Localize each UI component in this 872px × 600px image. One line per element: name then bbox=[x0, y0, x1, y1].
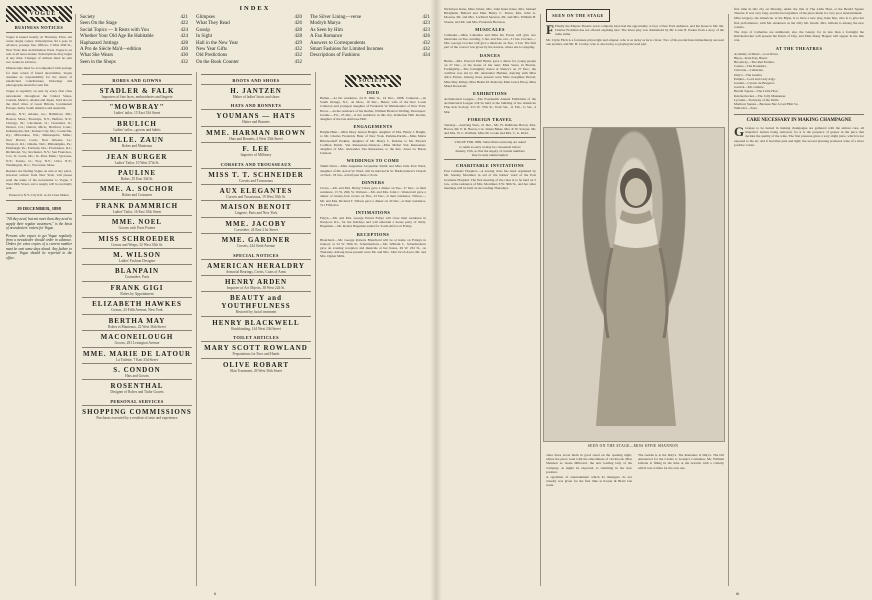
advertisement-subtitle: Importer of Art Objects, 38 West 22d St. bbox=[226, 286, 286, 291]
advertisement-subtitle: Robes by Appointment bbox=[120, 291, 154, 296]
advertisement-subtitle: La Toilette, 7 East 33d Street bbox=[116, 357, 158, 362]
advertisement-subtitle: Ladies' Fashion Designer bbox=[118, 259, 156, 264]
dinners-heading: DINNERS bbox=[361, 180, 385, 186]
advertisement[interactable] bbox=[201, 200, 311, 216]
advertisement-title: HENRY BLACKWELL bbox=[212, 318, 300, 327]
index-entry-page: 421 bbox=[180, 15, 188, 20]
index-entry-label: Seen in the Shops bbox=[80, 59, 116, 65]
theatre-list-item: Madison Square—Because She Loved Him So. bbox=[734, 102, 799, 107]
advertisement-subtitle: Purchases executed by a resident of taste and experience bbox=[96, 415, 178, 420]
index-entry-page: 434 bbox=[422, 53, 430, 59]
theatre-list-item: Garrick—Mr. Gillette. bbox=[734, 85, 765, 90]
weddings-heading: WEDDINGS TO COME bbox=[346, 158, 400, 164]
advertisement-title: MACONEILOUGH bbox=[100, 333, 174, 342]
newsdealer-quote: "All they need, but not more than they need to supply their regular customers," is the basis of newsdealers' orders for Vogue. bbox=[6, 217, 72, 231]
advertisement-subtitle: Corsetière, 24 East 21st Street bbox=[234, 227, 278, 232]
divider bbox=[82, 74, 192, 75]
advertisement-title: HENRY ARDEN bbox=[224, 278, 288, 287]
stage-text: The days of Catherine are numbered, also the Gaiety, for in less than a fortnight the Knickerbocker will present the Dawn of Day, and Miss Daisy Hopper will appear in the title role. bbox=[734, 30, 864, 43]
business-notices-paragraph: Vogue is issued weekly on Thursday. Price, ten cents; single copies. Subscription, $4 a year, in advance, postage free. Offices, 3 West 29th St., New York; Rue de Richelieu, Paris. Vogue is on sale at all news-stands. Subscriptions may begin at any time. Changes of address must be sent two weeks in advance. bbox=[6, 35, 72, 65]
advertisement-column-1 bbox=[82, 72, 192, 592]
index-entry-label: Smart Fashions for Limited Incomes bbox=[310, 47, 384, 53]
index-column-b bbox=[196, 15, 302, 66]
theatre-list-item: Broadway—The Red Feather. bbox=[734, 60, 775, 65]
business-notices-paragraph: Readers not finding Vogue on sale at any place, however remote from New York, will please send the name of the newsdealer to Vogue, 3 West 29th Street, and a supply will be promptly sent. bbox=[6, 169, 72, 190]
advertisement-title: MME. NOEL bbox=[111, 218, 163, 227]
advertisement[interactable] bbox=[82, 199, 192, 215]
advertisement-subtitle: Couturière, Paris bbox=[124, 275, 150, 280]
index-entry-page: 426 bbox=[294, 21, 302, 27]
exhibitions-text: Architectural League.—The Fourteenth Annual Exhibition of the Architectural League will be held at the building of the American Fine Arts Society, 215 W. 57th St., from Sat., 11 Feb., to Sat., 4 Mar. bbox=[444, 97, 536, 114]
drop-cap: G bbox=[734, 124, 745, 140]
advertisement-subtitle: Hatter and Bonnets bbox=[242, 120, 270, 125]
advertisement-title: MLLE. ZAUN bbox=[110, 136, 164, 145]
index-entry-page: 423 bbox=[422, 27, 430, 33]
business-notices-title: BUSINESS NOTICES bbox=[14, 25, 64, 30]
advertisement[interactable] bbox=[82, 182, 192, 198]
divider bbox=[6, 200, 72, 201]
advertisement[interactable] bbox=[82, 133, 192, 149]
index-entry-page: 424 bbox=[180, 34, 188, 40]
index-entry-page: 421 bbox=[422, 15, 430, 20]
ads-section-heading: PERSONAL SERVICES bbox=[110, 398, 164, 404]
advertisement-title: OLIVE ROBART bbox=[222, 360, 289, 369]
society-column bbox=[320, 72, 426, 592]
index-entry-label: Modryb Marya bbox=[310, 21, 341, 27]
business-notices-paragraph: Vogue is regularly on sale by every first class newsdealer throughout the United States, Canada, Mexico, Alaska and Japan. Sold also in the chief cities of Great Britain, Continental Europe, India, South America and Australia. bbox=[6, 89, 72, 111]
index-entry-label: In Sight bbox=[196, 34, 212, 40]
theatre-list-item: Lyceum—Trelawny of the Wells. bbox=[734, 97, 780, 102]
dinners-text: Clews.—Mr. and Mrs. Henry Clews gave a dinner on Tue., 27 Dec., at their residence, 15 W. 29th St. Webster.—Mr. and Mrs. John C. Westervelt gave a dinner of twenty-four covers on Thu., 22 Dec., at their residence. Wilson.—Mr. and Mrs. Richard T. Wilson gave a dinner on 20 Dec., at their residence, 511 Fifth Ave. bbox=[320, 186, 426, 207]
advertisement[interactable] bbox=[82, 150, 192, 166]
advertisement[interactable] bbox=[201, 184, 311, 200]
advertisement-title: FRANK GIGI bbox=[110, 283, 164, 292]
stage-text: Mr. Clyde Fitch is a fortunate playwright and adapter, who is as lucky as he is clever. Two of his productions immediately succeed one another, and Mr. H. Crosby, who is also lucky, is playing the lead part. bbox=[546, 37, 724, 46]
theatre-list-item: Wallack's—Zaza. bbox=[734, 106, 758, 111]
index-entry[interactable] bbox=[80, 60, 188, 66]
society-banner-label: SOCIETY bbox=[356, 79, 391, 84]
theatre-list-item: Bijou—Kate Kip, Buyer. bbox=[734, 55, 768, 60]
advertisement-title: ELIZABETH HAWKES bbox=[92, 300, 182, 309]
right-column-4 bbox=[734, 6, 864, 596]
advertisement-title: BEAUTY and YOUTHFULNESS bbox=[221, 294, 291, 311]
advertisement-subtitle: Robes and Manteaux bbox=[121, 144, 153, 149]
advertisement[interactable] bbox=[82, 215, 192, 231]
musicales-text: Callender.—Miss Callender and Miss De Forest will give two musicales on Tue. evening, 3 Jan. and Tue. eve., 31 Jan. Crocker.—Mrs. George Crocker will give a musicale on Tue., 5 Jan. The first part of the concert was given by the Astoria, where she is stopping. bbox=[444, 32, 536, 50]
advertisement-subtitle: Hats and Bonnets, 4 West 35th Street bbox=[229, 136, 283, 141]
column-rule bbox=[540, 14, 541, 586]
advertisement[interactable] bbox=[82, 248, 192, 264]
advertisement-subtitle: Armorial Bearings, Crests, Coats of Arms bbox=[225, 269, 287, 274]
intimations-text: Fabyn.—Mr. and Mrs. George Ernest Fabyn will close their residence in Newport, R.I., for the holidays and will entertain a house party of thirty. Hageman.—Mr. Robert Hageman sailed for South Africa on Friday. bbox=[320, 216, 426, 229]
exhibitions-heading: EXHIBITIONS bbox=[473, 91, 507, 97]
stage-top bbox=[546, 6, 724, 126]
vogue-banner-label: VOGUE bbox=[27, 11, 60, 17]
actress-photograph bbox=[543, 127, 725, 442]
theatre-list-item: Garden—Cyrano de Bergerac. bbox=[734, 81, 776, 86]
index-title: INDEX bbox=[239, 5, 271, 12]
column-rule bbox=[315, 72, 316, 586]
theatre-list-item: Empire—Lord and Lady Algy. bbox=[734, 76, 776, 81]
advertisement-title: AUX ELEGANTES bbox=[219, 187, 293, 196]
index-entry-label: Descriptions of Fashions bbox=[310, 53, 360, 59]
died-text: Helleu.—At his residence, 24 E. 66th St., 24 Dec., 1898. Cameron.—At South Orange, N.J., on Mon., 19 Dec., Helen, wife of the Rev. Louis Cameron and youngest daughter of Frederick W. Rhinelander of New York. Howe.—At the residence of his mother, William Braxton Welling, Davenport. Jerome.—Fri., 23 Dec., at her residence in this city, Katherine Hall Jerome, daughter of the late Ambrose Hall. bbox=[320, 96, 426, 122]
theatre-list-item: Criterion—Catherine. bbox=[734, 68, 764, 73]
advertisement[interactable] bbox=[201, 126, 311, 142]
advertisement-subtitle: Gowns with Paris Pattern bbox=[118, 226, 156, 231]
engagements-text: Haight-Hunt.—Miss Mary Jenson Haight, daughter of Mrs. Henry J. Haight, to Mr. Charles Frederick Hunt of New York. Perkins-Parish.—Miss Maria Brinckerhoff Perkins, daughter of Mr. Henry C. Perkins, to Mr. Edward Codman Parish. Van Rensselaer-Johnson.—Miss Mabel Van Rensselaer, daughter of Mrs. Alexander Van Rensselaer, to the Rev. Jones Le Baron Johnson. bbox=[320, 130, 426, 156]
advertisement[interactable] bbox=[201, 217, 311, 233]
advertisement-subtitle: Corsets, 244 Sixth Avenue bbox=[236, 244, 276, 249]
advertisement-title: PAULINE bbox=[118, 169, 156, 178]
advertisement-subtitle: Ladies' tailor—gowns and habits bbox=[113, 127, 161, 132]
advertisement-subtitle: Ladies' Tailor, 16 East 35th Street bbox=[112, 209, 162, 214]
stage-banner bbox=[546, 9, 610, 22]
receptions-heading: RECEPTIONS bbox=[356, 231, 390, 237]
stage-text: other three stood them in good stead on the opening night, where the piece went with the smoothness of clockwork. Miss Shannon as Jessie Millward, the new leading lady of the company, as might be expected, is charming in her new position. bbox=[546, 453, 632, 474]
advertisement-title: STADLER & FALK bbox=[99, 87, 175, 95]
stage-text: Finally the Empire Theatre stock company have had the opportunity to face a New York audience, and the house is full. Mr. Charles Frohman has not offered anything new. The latest play was dramatized by Mr. Louis N. Parker from a story of the same name. bbox=[554, 24, 724, 37]
advertisement[interactable] bbox=[82, 347, 192, 363]
advertisement[interactable] bbox=[82, 314, 192, 330]
index-entry-label: A Pro de Siècle Ma'd—edition bbox=[80, 47, 142, 53]
agents-list: Albany, N.Y.; Atlanta, Ga.; Baltimore, Md.; Boston, Mass.; Brooklyn, N.Y.; Buffalo, N.Y.; Chicago, Ill.; Cincinnati, O.; Cleveland, O.; Denver, Col.; Detroit, Mich.; Hartford, Conn.; Indianapolis, Ind.; Kansas City, Mo.; Louisville, Ky.; Milwaukee, Wis.; Minneapolis, Minn.; New Haven, Conn.; New Orleans, La.; Newport, R.I.; Omaha, Neb.; Philadelphia, Pa.; Pittsburgh, Pa.; Portland, Ore.; Providence, R.I.; Richmond, Va.; Rochester, N.Y.; San Francisco, Cal.; St. Louis, Mo.; St. Paul, Minn.; Syracuse, N.Y.; Toledo, O.; Troy, N.Y.; Utica, N.Y.; Washington, D.C.; Worcester, Mass. bbox=[6, 112, 72, 167]
index-entry-page: 428 bbox=[294, 34, 302, 40]
advertisement[interactable] bbox=[201, 275, 311, 291]
dances-text: Butler.—Mrs. Prescott Hall Butler gave a dance for young people on 27 Dec., at the house of her aunt, Miss Sears, in Boston. Fortnightly.—The fortnightly dance at Sherry's on 27 Dec., the cotillion was led by Mr. Alexander Hadden, dancing with Miss Alice Fernie. Among those present were Miss Josephine Drexel, Miss May Kilbey, Miss Helen M. Peabody, Miss Grace Hoop, Miss Maud Roosevelt. bbox=[444, 58, 536, 88]
advertisement-title: MAISON BENOIT bbox=[220, 203, 292, 212]
musicales-heading: MUSICALES bbox=[475, 26, 505, 32]
charitable-heading: CHARITABLE INVITATIONS bbox=[456, 163, 524, 169]
index-column-c bbox=[310, 15, 430, 66]
advertisement-title: MME. A. SOCHOR bbox=[100, 185, 174, 194]
business-notices-column bbox=[6, 0, 72, 600]
vogue-banner bbox=[6, 6, 72, 22]
index-column-a bbox=[80, 15, 188, 66]
stage-text: Miss Gregory, the American, at the Bijou, is to have a new play, Kate Kip, who is to give her first performance, with Mr. Anderson as the Jolly Mr. Doubt. Mrs. Gillette is among the new comers. bbox=[734, 16, 864, 29]
advertisement-title: S. CONDON bbox=[113, 365, 161, 374]
theatres-heading: AT THE THEATRES bbox=[775, 45, 823, 51]
divider bbox=[6, 213, 72, 214]
advertisement[interactable] bbox=[82, 363, 192, 379]
advertisement-title: MME. MARIE DE LATOUR bbox=[82, 349, 192, 358]
advertisement-subtitle: Lingerie, Paris and New York bbox=[234, 211, 278, 216]
advertisement-subtitle: Gowns, 281 Lexington Avenue bbox=[114, 341, 160, 346]
advertisement-title: BRULICH bbox=[117, 119, 157, 128]
column-rule bbox=[196, 72, 197, 586]
advertisement-subtitle: Ladies' tailor, 15 East 33d Street bbox=[113, 111, 161, 116]
theatre-list-item: Academy of Music—Lost River. bbox=[734, 51, 779, 56]
advertisement[interactable] bbox=[201, 316, 311, 332]
foreign-travel-heading: FOREIGN TRAVEL bbox=[467, 116, 513, 122]
receptions-text: Blanchard.—Mr. George Roberts Blanchard will be at home on Fridays in January at 34 W. 39th St. Schermerhorn.—Mr. William C. Schermerhorn gave an evening reception and musicale at her house, 49 W. 23d St., on Thursday. Among those present were Mr. and Mrs. John Jacob Astor, Mr. and Mrs. Ogden Mills. bbox=[320, 237, 426, 259]
index-entry-page: 422 bbox=[180, 21, 188, 27]
advertisement-subtitle: Importer of Millinery bbox=[240, 153, 272, 158]
index-entry-label: The Silver Lining—verse bbox=[310, 15, 362, 20]
index-entry-page: 432 bbox=[294, 53, 302, 59]
stage-text: The Geisha is at the Daly's. The Rounders at Daly's. The bill announced for the Casino is Gossip's Comedies. Mr. William Gillette is filling in the time at the Garrick with a comedy which was written for his own use. bbox=[638, 453, 724, 470]
theatre-list-item: Herald Square—The Little Host. bbox=[734, 89, 779, 94]
advertisement-title: SHOPPING COMMISSIONS bbox=[82, 407, 192, 416]
index-entry-label: Society bbox=[80, 15, 95, 20]
index-entry-label: Whether Your Old Age Be Habitable bbox=[80, 34, 154, 40]
advertisement-subtitle: Importers of fine laces, embroideries and lingerie bbox=[101, 95, 173, 99]
advertisement-title: JEAN BURGER bbox=[106, 152, 168, 161]
index-entry-label: New Year Gifts bbox=[196, 47, 227, 53]
index-entry-page: 432 bbox=[422, 47, 430, 53]
advertisement[interactable] bbox=[82, 264, 192, 280]
index-entry-label: Hall in the New Year bbox=[196, 40, 239, 46]
right-column-1 bbox=[444, 6, 536, 596]
advertisement[interactable] bbox=[82, 297, 192, 313]
advertisement[interactable] bbox=[201, 84, 311, 100]
divider bbox=[444, 159, 536, 160]
page-gutter bbox=[430, 0, 442, 600]
newsdealer-quote: Persons who expect to get Vogue regularly from a newsdealer should order in advance. Orders for extra copies of a current number must be sent some days ahead. Any failure to procure Vogue should be reported to the office. bbox=[6, 233, 72, 260]
dances-heading: DANCES bbox=[479, 52, 501, 58]
champagne-paragraph bbox=[734, 126, 864, 147]
advertisement[interactable] bbox=[82, 100, 192, 116]
subscription-notice: VOGUE FOR 1899. Subscribers renewing are asked to remit as early as may be convenient before January 15th, so that the supply of current numbers may be kept uninterrupted. bbox=[454, 140, 526, 158]
advertisement[interactable] bbox=[82, 232, 192, 248]
ads-section-heading: BOOTS AND SHOES bbox=[232, 78, 280, 83]
index-entry-label: What She Wears bbox=[80, 53, 114, 59]
advertisement[interactable] bbox=[82, 166, 192, 182]
theatre-list-item: Knickerbocker—The Jolly Musketeer. bbox=[734, 93, 787, 98]
advertisement-title: BLANPAIN bbox=[114, 267, 160, 276]
column-rule bbox=[75, 14, 76, 586]
index-entry-page: 430 bbox=[180, 53, 188, 59]
divider bbox=[6, 32, 72, 33]
advertisement-title: M. WILSON bbox=[113, 251, 161, 260]
postal-entry-line: Entered at N.Y. City P.O. as 2d Class Matter bbox=[8, 193, 70, 198]
advertisement[interactable] bbox=[201, 168, 311, 184]
index-entry-label: Social Topics — It Rests with You bbox=[80, 27, 149, 33]
advertisement-subtitle: Gowns, 23 Fifth Avenue, New York bbox=[111, 308, 163, 313]
divider bbox=[201, 74, 311, 75]
advertisement-subtitle: Bookbinding, 144 West 23d Street bbox=[231, 326, 281, 331]
stage-banner-label: SEEN ON THE STAGE bbox=[552, 13, 604, 18]
society-banner bbox=[345, 75, 401, 87]
advertisement-title: MARY SCOTT ROWLAND bbox=[204, 344, 308, 353]
advertisement-title: YOUMANS — HATS bbox=[216, 112, 296, 121]
advertisement-title: MME. GARDNER bbox=[221, 236, 291, 245]
advertisement-subtitle: Ladies' Tailor, 10 West 37th St. bbox=[114, 160, 160, 165]
index-entry-label: Old Predictions bbox=[196, 53, 228, 59]
advertisement-title: MISS SCHROEDER bbox=[98, 234, 176, 243]
engagements-heading: ENGAGEMENTS bbox=[353, 124, 393, 130]
intimations-heading: INTIMATIONS bbox=[355, 210, 391, 216]
index-entry-label: Haphazard Jottings bbox=[80, 40, 119, 46]
advertisement-subtitle: Hats and Gowns bbox=[125, 373, 149, 378]
index-entry-page: 428 bbox=[294, 27, 302, 33]
ads-section-heading: ROBES AND GOWNS bbox=[112, 78, 162, 83]
business-notices-paragraph: Manuscripts must be accompanied with postage for their return if found unavailable. Vogue assumes no responsibility for the return of unsolicited contributions. Drawings and photographs should be sent flat. bbox=[6, 66, 72, 88]
advertisement-title: BERTHA MAY bbox=[108, 316, 166, 325]
advertisement-subtitle: Robes et Manteaux, 22 West 36th Street bbox=[108, 324, 166, 329]
index-entry-label: On the Book Counter bbox=[196, 59, 239, 65]
advertisement-title: FRANK DAMMRICH bbox=[95, 201, 179, 210]
index-entry-page: 430 bbox=[180, 47, 188, 53]
column-rule bbox=[728, 14, 729, 586]
advertisement[interactable] bbox=[201, 259, 311, 275]
photo-caption: SEEN ON THE STAGE—MISS EFFIE SHANNON bbox=[587, 444, 679, 448]
advertisement[interactable] bbox=[201, 341, 311, 357]
portrait-figure bbox=[592, 148, 678, 428]
index-entry-page: 426 bbox=[422, 34, 430, 40]
advertisement-subtitle: Robes and Costumes bbox=[121, 193, 153, 198]
index-entry-page: 432 bbox=[294, 47, 302, 53]
index-entry-label: As Seen by Him bbox=[310, 27, 343, 33]
advertisement-subtitle: Preparations for Face and Hands bbox=[232, 352, 280, 357]
index-entry-label: A Fan Romance bbox=[310, 34, 343, 40]
advertisement-title: F. LEE bbox=[242, 145, 270, 154]
advertisement[interactable] bbox=[201, 233, 311, 249]
advertisement[interactable] bbox=[201, 291, 311, 315]
advertisement-subtitle: Corsets and Trousseaux bbox=[238, 178, 274, 183]
advertisement[interactable] bbox=[201, 109, 311, 125]
advertisement-subtitle: Gowns and Wraps, 32 West 35th St. bbox=[111, 242, 163, 247]
advertisement[interactable] bbox=[82, 84, 192, 100]
charitable-text: Post Graduate Hospital.—A sewing class has been organized by Mr. Stanley Mortimer in aid of the babies' ward of the Post Graduate Hospital. The first meeting of the class is to be held on 5 Jan., at the residence of Mrs. Mortimer, 6 W. 36th St., and her other meetings will be held on succeeding Thursdays. bbox=[444, 169, 536, 191]
index-entry-page: 432 bbox=[180, 59, 188, 65]
weddings-text: Smith-Ward.—Miss Augustine Jacqueline Smith and Miss Julia Post Ward, daughter of Mr. Aaron W. Ward, will be married in St. Bartholomew's Church on Wed., 18 Jan., at half past three o'clock. bbox=[320, 164, 426, 177]
advertisement-title: ROSENTHAL bbox=[110, 382, 164, 391]
theatre-list-item: Daly's—The Geisha. bbox=[734, 72, 763, 77]
divider bbox=[444, 137, 536, 138]
index-entry-page: 429 bbox=[294, 40, 302, 46]
page-number: iii bbox=[736, 591, 740, 596]
stage-bottom bbox=[546, 452, 724, 592]
advertisement-subtitle: Corsets and Trousseaux, 19 West 35th St. bbox=[226, 195, 286, 200]
champagne-heading: CARE NECESSARY IN MAKING CHAMPAGNE bbox=[746, 118, 852, 124]
advertisement-title: H. JANTZEN bbox=[230, 87, 282, 95]
index-entry-label: Glimpses bbox=[196, 15, 215, 20]
advertisement-subtitle: Designer of Robes and Tailor Gowns bbox=[110, 390, 164, 395]
index-entry-label: What They Read bbox=[196, 21, 230, 27]
issue-date: 29 DECEMBER, 1898 bbox=[17, 206, 61, 212]
divider bbox=[734, 114, 864, 115]
index-entry-page: 424 bbox=[180, 27, 188, 33]
theatre-list bbox=[734, 52, 864, 111]
guest-list-text: Nicholson Kane, Miss Gibert, Mrs. John Innes Kane, Mrs. Samuel Bridgham, Ballard and Miss Henry C. Potter, Mrs. John G. Moreau, Mr. and Mrs. Lorillard Spencer, Mr. and Mrs. William H. Sloane, and Mr. and Mrs. Frederick Bronson. bbox=[444, 7, 536, 24]
advertisement[interactable] bbox=[201, 142, 311, 158]
stage-paragraph bbox=[546, 24, 724, 37]
index-entry-page: 420 bbox=[294, 15, 302, 20]
page-number: ii bbox=[214, 591, 217, 596]
advertisement-title: "MOWBRAY" bbox=[109, 103, 165, 112]
champagne-text: Grapes to be turned in making champagne are gathered with the utmost care, all imperfect berries being removed, for it is the presence of grapes in the juice that decides the quality of the wine. The first pressure gives a very slight juice, which is not exposed to the air, and it becomes pale and light; the second pressing produces wine of a more positive colour. bbox=[734, 126, 864, 147]
stage-text: first time in this city on Monday, under the title of The Little Host, at the Herald Square Theatre. It was very long, and the incongruities of the piece made it a very poor entertainment. bbox=[734, 7, 864, 16]
theatre-list-item: Casino—The Rounders. bbox=[734, 64, 767, 69]
index-entry-label: Gossip bbox=[196, 27, 210, 33]
advertisement[interactable] bbox=[82, 117, 192, 133]
advertisement-title: AMERICAN HERALDRY bbox=[207, 261, 305, 270]
advertisement[interactable] bbox=[82, 379, 192, 395]
advertisement-title: MME. HARMAN BROWN bbox=[206, 128, 306, 137]
index-entry-page: 432 bbox=[422, 40, 430, 46]
index-entry-label: Answers to Correspondents bbox=[310, 40, 366, 46]
stage-text: A specimen of entertainment which its managers do not classify was given for the first time at Koster & Bial's last week. bbox=[546, 475, 632, 488]
advertisement[interactable] bbox=[82, 281, 192, 297]
advertisement-subtitle: Restored by facial treatment bbox=[235, 310, 277, 315]
ads-section-heading: CORSETS AND TROUSSEAUX bbox=[220, 161, 292, 167]
index-entry[interactable] bbox=[196, 60, 302, 66]
advertisement-subtitle: Robes, 35 East 33d St. bbox=[120, 177, 154, 182]
advertisement-subtitle: Skin Treatment, 26 West 36th Street bbox=[230, 368, 282, 373]
advertisement[interactable] bbox=[201, 358, 311, 374]
advertisement-title: MISS T. T. SCHNEIDER bbox=[208, 170, 304, 179]
advertisement[interactable] bbox=[82, 330, 192, 346]
index-entry-page: 428 bbox=[180, 40, 188, 46]
advertisement[interactable] bbox=[82, 405, 192, 421]
ads-section-heading: HATS AND BONNETS bbox=[230, 103, 282, 109]
index-entry[interactable] bbox=[310, 53, 430, 59]
advertisement-column-2 bbox=[201, 72, 311, 592]
advertisement-title: MME. JACOBY bbox=[225, 219, 287, 228]
ads-section-heading: SPECIAL NOTICES bbox=[233, 252, 279, 258]
index-entry-page: 423 bbox=[422, 21, 430, 27]
foreign-travel-text: Tuesday.—Arriving Wed., 21 Dec., Mr. W. Rathbone Bacon, Mrs. Bacon, Mr. E. R. Bacon, Col. James Baker, Mrs. P. W. Sawyer, Mr. and Mrs. W. C. Pallister, Miss M. Cooke and Mrs. C. G. Kidd. bbox=[444, 122, 536, 136]
ads-section-heading: TOILET ARTICLES bbox=[233, 335, 279, 341]
advertisement-subtitle: Maker of ladies' boots and shoes bbox=[232, 95, 280, 99]
right-page bbox=[436, 0, 872, 600]
died-heading: DIED bbox=[366, 90, 380, 95]
drop-cap: F bbox=[546, 22, 554, 37]
index-entry-label: Seen On the Stage bbox=[80, 21, 117, 27]
index-entry-page: 432 bbox=[294, 59, 302, 65]
index-section bbox=[80, 0, 430, 66]
